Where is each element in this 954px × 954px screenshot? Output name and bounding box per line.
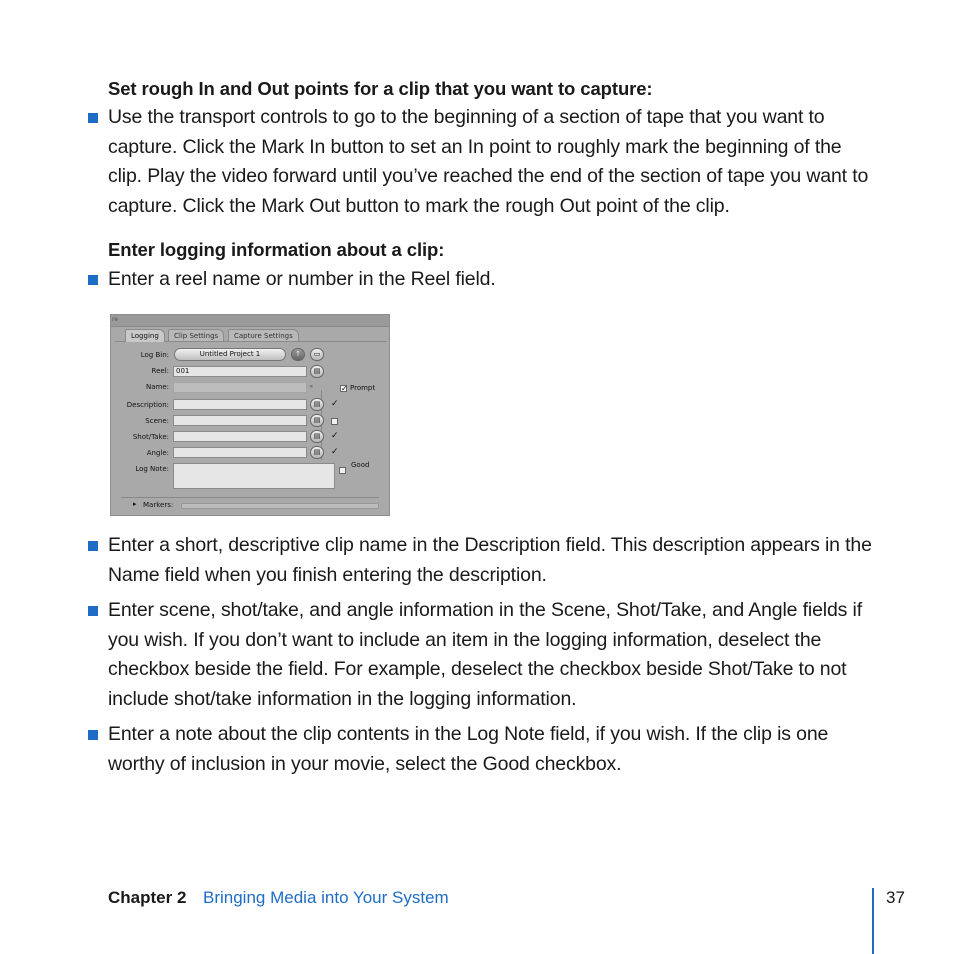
reel-label: Reel: <box>151 367 169 375</box>
scene-label: Scene: <box>145 417 169 425</box>
paragraph-scene-shot-angle: Enter scene, shot/take, and angle information in the Scene, Shot/Take, and Angle fields if you wish. If you don’t want to include an item in the logging information, deselect the checkbox beside the field. For example, deselect the checkbox beside Shot/Take to not include shot/take information in the logging information. <box>108 599 862 711</box>
shot-take-label: Shot/Take: <box>132 433 169 441</box>
angle-slate-icon[interactable]: ▤ <box>310 446 324 459</box>
paragraph-log-note: Enter a note about the clip contents in the Log Note field, if you wish. If the clip is one worthy of inclusion in your movie, select the Good checkbox. <box>108 723 829 775</box>
paragraph-reel-field: Enter a reel name or number in the Reel field. <box>108 268 496 290</box>
log-bin-popup[interactable]: Untitled Project 1 <box>174 348 286 361</box>
section-heading-logging-info: Enter logging information about a clip: <box>108 239 445 260</box>
name-field <box>173 382 307 393</box>
logging-tab-screenshot <box>110 314 390 516</box>
angle-label: Angle: <box>146 449 169 457</box>
footer-chapter-title: Bringing Media into Your System <box>203 888 449 907</box>
shot-take-slate-icon[interactable]: ▤ <box>310 430 324 443</box>
prompt-checkbox[interactable]: ✓ <box>341 384 348 393</box>
window-top-strip <box>111 315 389 327</box>
tab-capture-settings[interactable]: Capture Settings <box>228 329 299 342</box>
good-checkbox[interactable] <box>339 467 346 474</box>
bullet-marker <box>88 541 98 551</box>
description-field[interactable] <box>173 399 307 410</box>
scene-field[interactable] <box>173 415 307 426</box>
bullet-marker <box>88 606 98 616</box>
page-number: 37 <box>886 888 905 907</box>
section-heading-rough-points: Set rough In and Out points for a clip that you want to capture: <box>108 78 653 99</box>
log-bin-label: Log Bin: <box>140 351 169 359</box>
footer-divider <box>872 888 874 954</box>
prompt-label: Prompt <box>350 384 376 392</box>
markers-label: Markers: <box>143 501 174 509</box>
description-label: Description: <box>126 401 169 409</box>
scene-checkbox[interactable] <box>331 418 338 425</box>
window-corner-label: re <box>112 316 119 323</box>
log-note-label: Log Note: <box>135 465 169 473</box>
log-note-field[interactable] <box>173 463 335 489</box>
description-slate-icon[interactable]: ▤ <box>310 398 324 411</box>
reel-slate-icon[interactable]: ▤ <box>310 365 324 378</box>
bullet-marker <box>88 730 98 740</box>
angle-field[interactable] <box>173 447 307 458</box>
log-bin-up-icon[interactable]: ↑ <box>291 348 305 361</box>
arrow-left-icon: ◂ <box>309 382 313 390</box>
shot-take-checkbox[interactable]: ✓ <box>331 431 339 441</box>
reel-field[interactable]: 001 <box>173 366 307 377</box>
paragraph-description-field: Enter a short, descriptive clip name in the Description field. This description appears in the Name field when you finish entering the description. <box>108 534 872 586</box>
new-bin-icon[interactable]: ▭ <box>310 348 324 361</box>
paragraph-transport-controls: Use the transport controls to go to the beginning of a section of tape that you want to capture. Click the Mark In button to set an In point to roughly mark the beginning of the clip. Play the video forward until you’ve reached the end of the section of tape you want to capture. Click the Mark Out button to mark the rough Out point of the clip. <box>108 106 869 218</box>
description-checkbox[interactable]: ✓ <box>331 399 339 409</box>
shot-take-field[interactable] <box>173 431 307 442</box>
tab-logging[interactable]: Logging <box>125 329 165 342</box>
tab-clip-settings[interactable]: Clip Settings <box>168 329 224 342</box>
name-label: Name: <box>145 383 169 391</box>
disclosure-triangle-icon[interactable]: ▸ <box>133 500 137 508</box>
good-label: Good <box>351 461 370 469</box>
scene-slate-icon[interactable]: ▤ <box>310 414 324 427</box>
footer-chapter: Chapter 2 <box>108 888 187 907</box>
markers-bar <box>181 503 379 509</box>
angle-checkbox[interactable]: ✓ <box>331 447 339 457</box>
bullet-marker <box>88 113 98 123</box>
markers-section <box>121 497 379 510</box>
bullet-marker <box>88 275 98 285</box>
